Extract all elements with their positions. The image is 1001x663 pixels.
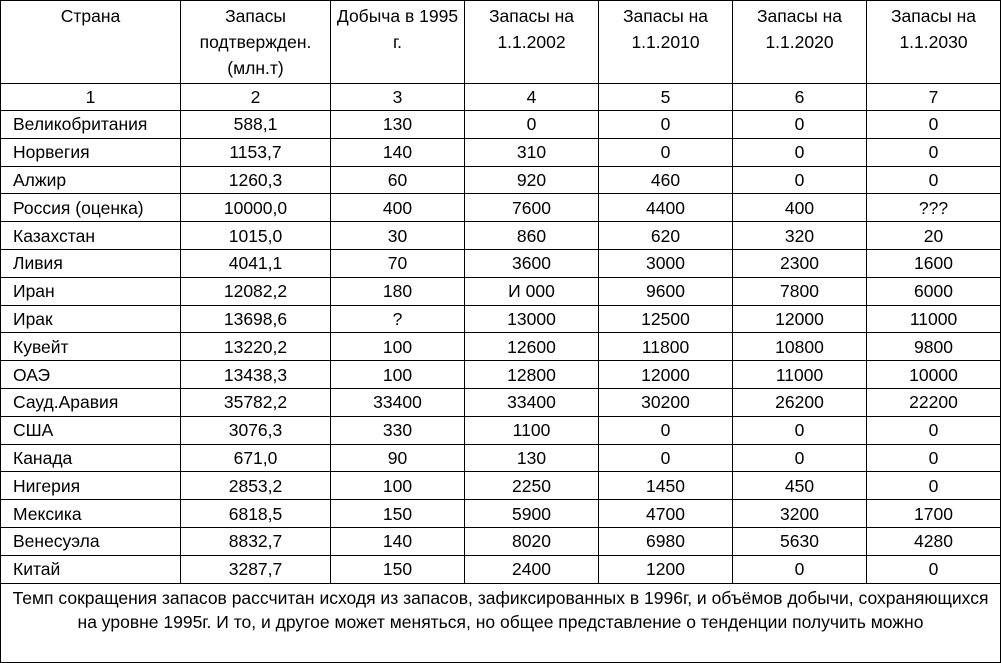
value-cell: 0 — [733, 555, 867, 583]
value-cell: 12500 — [599, 305, 733, 333]
value-cell: 70 — [331, 249, 465, 277]
table-row — [1, 444, 1001, 472]
value-cell: 1153,7 — [181, 138, 331, 166]
country-cell: США — [1, 416, 181, 444]
value-cell: 6980 — [599, 527, 733, 555]
value-cell: 0 — [599, 111, 733, 139]
value-cell: И 000 — [465, 277, 599, 305]
value-cell: 9600 — [599, 277, 733, 305]
country-cell: Мексика — [1, 500, 181, 528]
country-cell: Иран — [1, 277, 181, 305]
value-cell: 310 — [465, 138, 599, 166]
value-cell: 130 — [331, 111, 465, 139]
value-cell: 33400 — [465, 388, 599, 416]
value-cell: 2400 — [465, 555, 599, 583]
header-cell-reserves-2010: Запасы на 1.1.2010 — [599, 1, 733, 84]
value-cell: 8020 — [465, 527, 599, 555]
value-cell: 0 — [733, 444, 867, 472]
column-number-cell: 5 — [599, 84, 733, 111]
value-cell: 30200 — [599, 388, 733, 416]
value-cell: 5630 — [733, 527, 867, 555]
value-cell: 3200 — [733, 500, 867, 528]
value-cell: 2250 — [465, 472, 599, 500]
value-cell: 13438,3 — [181, 361, 331, 389]
value-cell: 1700 — [867, 500, 1001, 528]
value-cell: 588,1 — [181, 111, 331, 139]
value-cell: 8832,7 — [181, 527, 331, 555]
table-row — [1, 222, 1001, 250]
value-cell: 33400 — [331, 388, 465, 416]
value-cell: 10800 — [733, 333, 867, 361]
table-row — [1, 472, 1001, 500]
value-cell: 4400 — [599, 194, 733, 222]
column-number-cell: 4 — [465, 84, 599, 111]
value-cell: 0 — [733, 138, 867, 166]
country-cell: Алжир — [1, 166, 181, 194]
value-cell: ? — [331, 305, 465, 333]
value-cell: 6818,5 — [181, 500, 331, 528]
country-cell: Норвегия — [1, 138, 181, 166]
table-row — [1, 194, 1001, 222]
value-cell: 2300 — [733, 249, 867, 277]
value-cell: 11800 — [599, 333, 733, 361]
value-cell: 11000 — [733, 361, 867, 389]
value-cell: 10000,0 — [181, 194, 331, 222]
column-number-cell: 7 — [867, 84, 1001, 111]
country-cell: Кувейт — [1, 333, 181, 361]
value-cell: 4041,1 — [181, 249, 331, 277]
country-cell: Ирак — [1, 305, 181, 333]
value-cell: 2853,2 — [181, 472, 331, 500]
table-row — [1, 416, 1001, 444]
value-cell: 3287,7 — [181, 555, 331, 583]
value-cell: 620 — [599, 222, 733, 250]
header-cell-proven-reserves: Запасы подтвержден. (млн.т) — [181, 1, 331, 84]
value-cell: 150 — [331, 555, 465, 583]
country-cell: Великобритания — [1, 111, 181, 139]
header-cell-production-1995: Добыча в 1995 г. — [331, 1, 465, 84]
value-cell: 450 — [733, 472, 867, 500]
value-cell: 0 — [599, 444, 733, 472]
table-row — [1, 111, 1001, 139]
value-cell: 12600 — [465, 333, 599, 361]
value-cell: 0 — [867, 472, 1001, 500]
value-cell: 0 — [465, 111, 599, 139]
value-cell: 100 — [331, 361, 465, 389]
footnote-row — [1, 583, 1001, 662]
table-row — [1, 555, 1001, 583]
value-cell: 150 — [331, 500, 465, 528]
value-cell: 1260,3 — [181, 166, 331, 194]
value-cell: 12800 — [465, 361, 599, 389]
column-number-row — [1, 84, 1001, 111]
column-number-cell: 3 — [331, 84, 465, 111]
header-cell-reserves-2020: Запасы на 1.1.2020 — [733, 1, 867, 84]
value-cell: 140 — [331, 527, 465, 555]
country-cell: Канада — [1, 444, 181, 472]
value-cell: 3076,3 — [181, 416, 331, 444]
value-cell: 13698,6 — [181, 305, 331, 333]
value-cell: 12000 — [599, 361, 733, 389]
table-row — [1, 388, 1001, 416]
value-cell: 100 — [331, 472, 465, 500]
value-cell: 30 — [331, 222, 465, 250]
table-row — [1, 527, 1001, 555]
value-cell: 10000 — [867, 361, 1001, 389]
value-cell: 400 — [733, 194, 867, 222]
value-cell: 13000 — [465, 305, 599, 333]
value-cell: 100 — [331, 333, 465, 361]
country-cell: ОАЭ — [1, 361, 181, 389]
value-cell: 0 — [599, 416, 733, 444]
value-cell: 4280 — [867, 527, 1001, 555]
footnote-cell: Темп сокращения запасов рассчитан исходя из запасов, зафиксированных в 1996г, и объёмов добычи, сохраняющихся на уровне 1995г. И то, и другое может меняться, но общее представление о тенденции получить можно — [1, 583, 1001, 662]
value-cell: 7800 — [733, 277, 867, 305]
value-cell: 0 — [733, 416, 867, 444]
table-row — [1, 500, 1001, 528]
table-row — [1, 138, 1001, 166]
value-cell: 0 — [867, 166, 1001, 194]
value-cell: 460 — [599, 166, 733, 194]
value-cell: 11000 — [867, 305, 1001, 333]
value-cell: 0 — [867, 416, 1001, 444]
value-cell: 0 — [733, 111, 867, 139]
value-cell: 90 — [331, 444, 465, 472]
value-cell: 35782,2 — [181, 388, 331, 416]
value-cell: 1200 — [599, 555, 733, 583]
value-cell: 60 — [331, 166, 465, 194]
value-cell: 12000 — [733, 305, 867, 333]
table-row — [1, 277, 1001, 305]
value-cell: 860 — [465, 222, 599, 250]
value-cell: 9800 — [867, 333, 1001, 361]
column-number-cell: 6 — [733, 84, 867, 111]
country-cell: Нигерия — [1, 472, 181, 500]
value-cell: 20 — [867, 222, 1001, 250]
value-cell: 22200 — [867, 388, 1001, 416]
value-cell: 0 — [867, 444, 1001, 472]
value-cell: 400 — [331, 194, 465, 222]
value-cell: 0 — [599, 138, 733, 166]
header-cell-country: Страна — [1, 1, 181, 84]
value-cell: 1600 — [867, 249, 1001, 277]
value-cell: 0 — [867, 555, 1001, 583]
table-row — [1, 333, 1001, 361]
value-cell: 0 — [867, 138, 1001, 166]
value-cell: 26200 — [733, 388, 867, 416]
header-row — [1, 1, 1001, 84]
country-cell: Ливия — [1, 249, 181, 277]
value-cell: 1015,0 — [181, 222, 331, 250]
value-cell: 12082,2 — [181, 277, 331, 305]
value-cell: 920 — [465, 166, 599, 194]
value-cell: 140 — [331, 138, 465, 166]
value-cell: 3000 — [599, 249, 733, 277]
column-number-cell: 1 — [1, 84, 181, 111]
country-cell: Китай — [1, 555, 181, 583]
value-cell: 0 — [733, 166, 867, 194]
value-cell: 671,0 — [181, 444, 331, 472]
value-cell: 13220,2 — [181, 333, 331, 361]
column-number-cell: 2 — [181, 84, 331, 111]
header-cell-reserves-2002: Запасы на 1.1.2002 — [465, 1, 599, 84]
value-cell: 320 — [733, 222, 867, 250]
header-cell-reserves-2030: Запасы на 1.1.2030 — [867, 1, 1001, 84]
value-cell: 180 — [331, 277, 465, 305]
value-cell: 1100 — [465, 416, 599, 444]
value-cell: ??? — [867, 194, 1001, 222]
country-cell: Россия (оценка) — [1, 194, 181, 222]
value-cell: 7600 — [465, 194, 599, 222]
value-cell: 4700 — [599, 500, 733, 528]
table-row — [1, 166, 1001, 194]
value-cell: 5900 — [465, 500, 599, 528]
table-body — [1, 111, 1001, 584]
table-row — [1, 361, 1001, 389]
table-row — [1, 305, 1001, 333]
value-cell: 3600 — [465, 249, 599, 277]
table-row — [1, 249, 1001, 277]
value-cell: 6000 — [867, 277, 1001, 305]
country-cell: Казахстан — [1, 222, 181, 250]
value-cell: 1450 — [599, 472, 733, 500]
country-cell: Венесуэла — [1, 527, 181, 555]
value-cell: 130 — [465, 444, 599, 472]
value-cell: 330 — [331, 416, 465, 444]
value-cell: 0 — [867, 111, 1001, 139]
country-cell: Сауд.Аравия — [1, 388, 181, 416]
